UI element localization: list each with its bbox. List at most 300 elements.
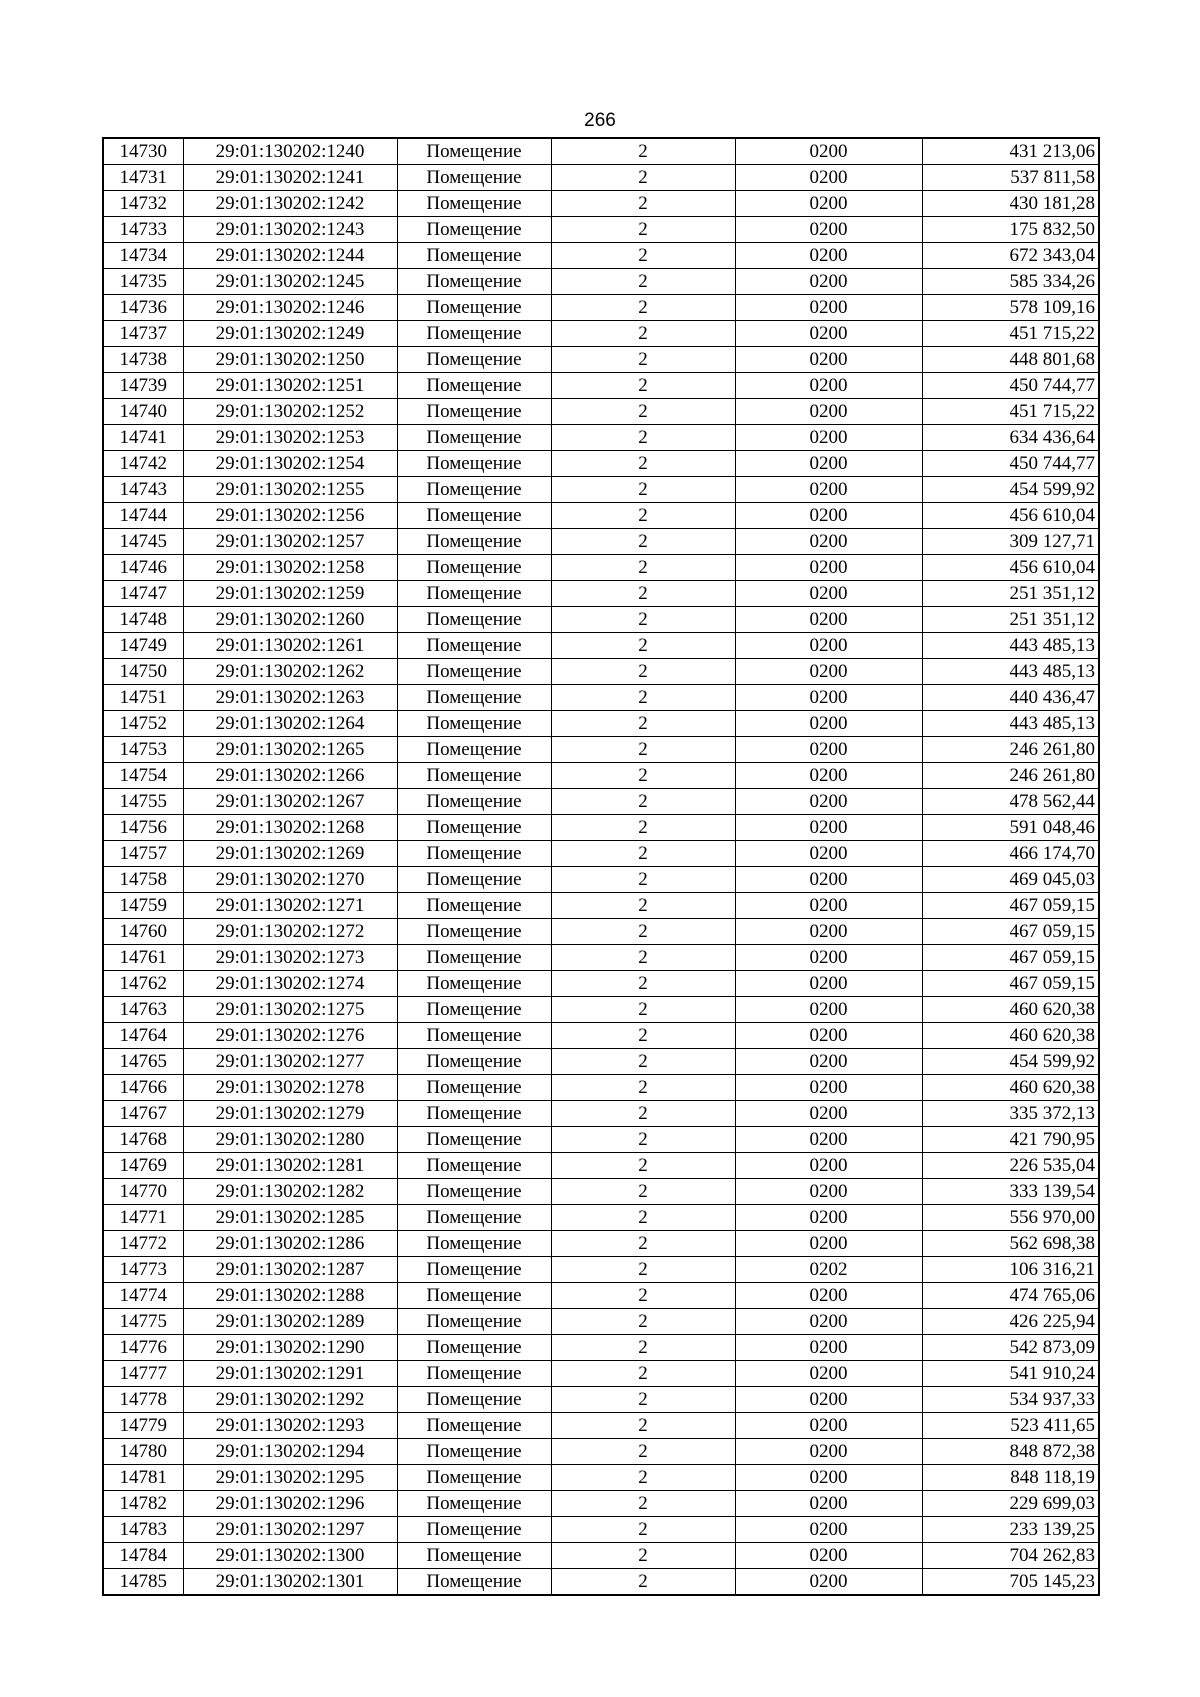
group-cell: 2 [551,1205,735,1231]
cadastral-value-cell: 467 059,15 [922,971,1099,997]
cadastral-value-cell: 460 620,38 [922,1023,1099,1049]
cadastral-number-cell: 29:01:130202:1279 [183,1101,397,1127]
group-cell: 2 [551,1413,735,1439]
cadastral-number-cell: 29:01:130202:1260 [183,607,397,633]
group-cell: 2 [551,919,735,945]
object-type-cell: Помещение [397,1387,551,1413]
row-number-cell: 14768 [103,1127,183,1153]
cadastral-value-cell: 454 599,92 [922,477,1099,503]
table-row [103,633,1099,659]
cadastral-value-cell: 556 970,00 [922,1205,1099,1231]
cadastral-number-cell: 29:01:130202:1245 [183,269,397,295]
cadastral-number-cell: 29:01:130202:1269 [183,841,397,867]
row-number-cell: 14769 [103,1153,183,1179]
table-row [103,581,1099,607]
page-number: 266 [584,110,616,131]
group-cell: 2 [551,815,735,841]
row-number-cell: 14763 [103,997,183,1023]
group-cell: 2 [551,685,735,711]
cadastral-value-cell: 440 436,47 [922,685,1099,711]
cadastral-number-cell: 29:01:130202:1263 [183,685,397,711]
table-row [103,477,1099,503]
group-cell: 2 [551,1101,735,1127]
row-number-cell: 14773 [103,1257,183,1283]
group-cell: 2 [551,217,735,243]
cadastral-value-cell: 474 765,06 [922,1283,1099,1309]
code-cell: 0200 [735,789,922,815]
cadastral-number-cell: 29:01:130202:1294 [183,1439,397,1465]
cadastral-number-cell: 29:01:130202:1266 [183,763,397,789]
code-cell: 0200 [735,1309,922,1335]
code-cell: 0200 [735,503,922,529]
row-number-cell: 14782 [103,1491,183,1517]
cadastral-number-cell: 29:01:130202:1246 [183,295,397,321]
group-cell: 2 [551,1075,735,1101]
cadastral-value-cell: 450 744,77 [922,373,1099,399]
cadastral-value-cell: 450 744,77 [922,451,1099,477]
cadastral-value-cell: 333 139,54 [922,1179,1099,1205]
group-cell: 2 [551,555,735,581]
cadastral-value-cell: 466 174,70 [922,841,1099,867]
object-type-cell: Помещение [397,841,551,867]
row-number-cell: 14761 [103,945,183,971]
cadastral-value-cell: 443 485,13 [922,711,1099,737]
object-type-cell: Помещение [397,425,551,451]
cadastral-value-cell: 537 811,58 [922,165,1099,191]
cadastral-value-cell: 467 059,15 [922,945,1099,971]
cadastral-number-cell: 29:01:130202:1274 [183,971,397,997]
group-cell: 2 [551,1517,735,1543]
group-cell: 2 [551,1387,735,1413]
object-type-cell: Помещение [397,1335,551,1361]
row-number-cell: 14739 [103,373,183,399]
code-cell: 0200 [735,659,922,685]
object-type-cell: Помещение [397,685,551,711]
table-row [103,1439,1099,1465]
cadastral-number-cell: 29:01:130202:1287 [183,1257,397,1283]
table-row [103,1309,1099,1335]
cadastral-number-cell: 29:01:130202:1240 [183,138,397,165]
code-cell: 0200 [735,1439,922,1465]
row-number-cell: 14770 [103,1179,183,1205]
cadastral-value-cell: 478 562,44 [922,789,1099,815]
code-cell: 0200 [735,633,922,659]
code-cell: 0200 [735,867,922,893]
code-cell: 0202 [735,1257,922,1283]
table-row [103,399,1099,425]
object-type-cell: Помещение [397,711,551,737]
cadastral-value-cell: 251 351,12 [922,581,1099,607]
cadastral-number-cell: 29:01:130202:1285 [183,1205,397,1231]
row-number-cell: 14737 [103,321,183,347]
cadastral-number-cell: 29:01:130202:1272 [183,919,397,945]
cadastral-value-cell: 460 620,38 [922,997,1099,1023]
cadastral-number-cell: 29:01:130202:1273 [183,945,397,971]
cadastral-number-cell: 29:01:130202:1264 [183,711,397,737]
code-cell: 0200 [735,217,922,243]
cadastral-value-cell: 467 059,15 [922,919,1099,945]
group-cell: 2 [551,191,735,217]
cadastral-value-cell: 541 910,24 [922,1361,1099,1387]
cadastral-number-cell: 29:01:130202:1255 [183,477,397,503]
cadastral-number-cell: 29:01:130202:1256 [183,503,397,529]
cadastral-number-cell: 29:01:130202:1288 [183,1283,397,1309]
table-row [103,243,1099,269]
object-type-cell: Помещение [397,243,551,269]
cadastral-number-cell: 29:01:130202:1282 [183,1179,397,1205]
row-number-cell: 14784 [103,1543,183,1569]
cadastral-value-cell: 578 109,16 [922,295,1099,321]
cadastral-number-cell: 29:01:130202:1293 [183,1413,397,1439]
code-cell: 0200 [735,581,922,607]
object-type-cell: Помещение [397,165,551,191]
object-type-cell: Помещение [397,1569,551,1596]
group-cell: 2 [551,399,735,425]
group-cell: 2 [551,633,735,659]
row-number-cell: 14775 [103,1309,183,1335]
code-cell: 0200 [735,243,922,269]
row-number-cell: 14750 [103,659,183,685]
cadastral-number-cell: 29:01:130202:1251 [183,373,397,399]
row-number-cell: 14767 [103,1101,183,1127]
table-row [103,685,1099,711]
cadastral-number-cell: 29:01:130202:1258 [183,555,397,581]
row-number-cell: 14747 [103,581,183,607]
cadastral-number-cell: 29:01:130202:1243 [183,217,397,243]
code-cell: 0200 [735,1101,922,1127]
object-type-cell: Помещение [397,763,551,789]
cadastral-value-cell: 335 372,13 [922,1101,1099,1127]
cadastral-value-cell: 229 699,03 [922,1491,1099,1517]
object-type-cell: Помещение [397,867,551,893]
row-number-cell: 14746 [103,555,183,581]
group-cell: 2 [551,711,735,737]
cadastral-number-cell: 29:01:130202:1259 [183,581,397,607]
cadastral-value-cell: 562 698,38 [922,1231,1099,1257]
group-cell: 2 [551,165,735,191]
cadastral-value-cell: 233 139,25 [922,1517,1099,1543]
code-cell: 0200 [735,1231,922,1257]
cadastral-value-cell: 634 436,64 [922,425,1099,451]
object-type-cell: Помещение [397,581,551,607]
cadastral-number-cell: 29:01:130202:1271 [183,893,397,919]
cadastral-number-cell: 29:01:130202:1250 [183,347,397,373]
code-cell: 0200 [735,269,922,295]
cadastral-value-cell: 672 343,04 [922,243,1099,269]
code-cell: 0200 [735,1413,922,1439]
cadastral-number-cell: 29:01:130202:1295 [183,1465,397,1491]
cadastral-value-cell: 451 715,22 [922,399,1099,425]
cadastral-number-cell: 29:01:130202:1257 [183,529,397,555]
row-number-cell: 14762 [103,971,183,997]
group-cell: 2 [551,373,735,399]
row-number-cell: 14755 [103,789,183,815]
table-row [103,1231,1099,1257]
table-row [103,529,1099,555]
group-cell: 2 [551,581,735,607]
code-cell: 0200 [735,191,922,217]
group-cell: 2 [551,607,735,633]
code-cell: 0200 [735,1127,922,1153]
code-cell: 0200 [735,1335,922,1361]
group-cell: 2 [551,138,735,165]
object-type-cell: Помещение [397,1413,551,1439]
group-cell: 2 [551,1257,735,1283]
group-cell: 2 [551,1231,735,1257]
table-row [103,607,1099,633]
table-row [103,1205,1099,1231]
code-cell: 0200 [735,529,922,555]
group-cell: 2 [551,529,735,555]
cadastral-value-cell: 246 261,80 [922,737,1099,763]
cadastral-number-cell: 29:01:130202:1286 [183,1231,397,1257]
cadastral-number-cell: 29:01:130202:1301 [183,1569,397,1596]
code-cell: 0200 [735,321,922,347]
table-row [103,763,1099,789]
cadastral-value-cell: 431 213,06 [922,138,1099,165]
registry-table [102,137,1100,1596]
code-cell: 0200 [735,1361,922,1387]
row-number-cell: 14742 [103,451,183,477]
code-cell: 0200 [735,945,922,971]
code-cell: 0200 [735,893,922,919]
group-cell: 2 [551,1465,735,1491]
group-cell: 2 [551,1335,735,1361]
code-cell: 0200 [735,971,922,997]
row-number-cell: 14751 [103,685,183,711]
code-cell: 0200 [735,399,922,425]
object-type-cell: Помещение [397,555,551,581]
cadastral-value-cell: 848 872,38 [922,1439,1099,1465]
row-number-cell: 14749 [103,633,183,659]
row-number-cell: 14733 [103,217,183,243]
object-type-cell: Помещение [397,893,551,919]
group-cell: 2 [551,997,735,1023]
cadastral-value-cell: 467 059,15 [922,893,1099,919]
cadastral-number-cell: 29:01:130202:1300 [183,1543,397,1569]
row-number-cell: 14759 [103,893,183,919]
group-cell: 2 [551,893,735,919]
cadastral-number-cell: 29:01:130202:1241 [183,165,397,191]
table-row [103,451,1099,477]
table-row [103,893,1099,919]
table-row [103,945,1099,971]
cadastral-number-cell: 29:01:130202:1252 [183,399,397,425]
cadastral-value-cell: 251 351,12 [922,607,1099,633]
object-type-cell: Помещение [397,295,551,321]
cadastral-value-cell: 443 485,13 [922,633,1099,659]
object-type-cell: Помещение [397,633,551,659]
cadastral-value-cell: 460 620,38 [922,1075,1099,1101]
code-cell: 0200 [735,1517,922,1543]
cadastral-value-cell: 175 832,50 [922,217,1099,243]
code-cell: 0200 [735,997,922,1023]
table-row [103,347,1099,373]
object-type-cell: Помещение [397,373,551,399]
row-number-cell: 14743 [103,477,183,503]
code-cell: 0200 [735,1491,922,1517]
row-number-cell: 14774 [103,1283,183,1309]
group-cell: 2 [551,945,735,971]
table-row [103,425,1099,451]
object-type-cell: Помещение [397,451,551,477]
code-cell: 0200 [735,1205,922,1231]
table-row [103,1569,1099,1596]
table-row [103,1257,1099,1283]
row-number-cell: 14736 [103,295,183,321]
code-cell: 0200 [735,1283,922,1309]
cadastral-number-cell: 29:01:130202:1249 [183,321,397,347]
table-row [103,815,1099,841]
object-type-cell: Помещение [397,1465,551,1491]
group-cell: 2 [551,1491,735,1517]
cadastral-number-cell: 29:01:130202:1265 [183,737,397,763]
table-row [103,555,1099,581]
cadastral-number-cell: 29:01:130202:1254 [183,451,397,477]
object-type-cell: Помещение [397,815,551,841]
table-row [103,165,1099,191]
table-row [103,1517,1099,1543]
row-number-cell: 14776 [103,1335,183,1361]
object-type-cell: Помещение [397,477,551,503]
object-type-cell: Помещение [397,1023,551,1049]
row-number-cell: 14740 [103,399,183,425]
table-row [103,1543,1099,1569]
object-type-cell: Помещение [397,945,551,971]
object-type-cell: Помещение [397,191,551,217]
group-cell: 2 [551,1049,735,1075]
table-row [103,1049,1099,1075]
code-cell: 0200 [735,1179,922,1205]
cadastral-value-cell: 848 118,19 [922,1465,1099,1491]
row-number-cell: 14731 [103,165,183,191]
row-number-cell: 14730 [103,138,183,165]
cadastral-number-cell: 29:01:130202:1297 [183,1517,397,1543]
object-type-cell: Помещение [397,737,551,763]
cadastral-value-cell: 430 181,28 [922,191,1099,217]
table-row [103,1361,1099,1387]
group-cell: 2 [551,971,735,997]
cadastral-value-cell: 106 316,21 [922,1257,1099,1283]
group-cell: 2 [551,1543,735,1569]
code-cell: 0200 [735,425,922,451]
code-cell: 0200 [735,347,922,373]
object-type-cell: Помещение [397,321,551,347]
object-type-cell: Помещение [397,1543,551,1569]
code-cell: 0200 [735,919,922,945]
row-number-cell: 14785 [103,1569,183,1596]
group-cell: 2 [551,321,735,347]
code-cell: 0200 [735,1075,922,1101]
table-row [103,711,1099,737]
row-number-cell: 14754 [103,763,183,789]
code-cell: 0200 [735,1049,922,1075]
table-row [103,295,1099,321]
table-row [103,1023,1099,1049]
cadastral-number-cell: 29:01:130202:1242 [183,191,397,217]
table-row [103,971,1099,997]
cadastral-value-cell: 309 127,71 [922,529,1099,555]
object-type-cell: Помещение [397,1257,551,1283]
cadastral-value-cell: 456 610,04 [922,555,1099,581]
group-cell: 2 [551,867,735,893]
cadastral-value-cell: 454 599,92 [922,1049,1099,1075]
object-type-cell: Помещение [397,1361,551,1387]
row-number-cell: 14748 [103,607,183,633]
object-type-cell: Помещение [397,1075,551,1101]
code-cell: 0200 [735,1465,922,1491]
object-type-cell: Помещение [397,269,551,295]
code-cell: 0200 [735,607,922,633]
row-number-cell: 14753 [103,737,183,763]
object-type-cell: Помещение [397,399,551,425]
group-cell: 2 [551,659,735,685]
cadastral-value-cell: 421 790,95 [922,1127,1099,1153]
code-cell: 0200 [735,763,922,789]
object-type-cell: Помещение [397,529,551,555]
cadastral-number-cell: 29:01:130202:1277 [183,1049,397,1075]
row-number-cell: 14780 [103,1439,183,1465]
cadastral-number-cell: 29:01:130202:1291 [183,1361,397,1387]
object-type-cell: Помещение [397,1101,551,1127]
object-type-cell: Помещение [397,607,551,633]
code-cell: 0200 [735,1569,922,1596]
group-cell: 2 [551,451,735,477]
row-number-cell: 14757 [103,841,183,867]
group-cell: 2 [551,425,735,451]
group-cell: 2 [551,1439,735,1465]
group-cell: 2 [551,1023,735,1049]
cadastral-number-cell: 29:01:130202:1262 [183,659,397,685]
code-cell: 0200 [735,1387,922,1413]
row-number-cell: 14772 [103,1231,183,1257]
object-type-cell: Помещение [397,1127,551,1153]
cadastral-number-cell: 29:01:130202:1280 [183,1127,397,1153]
row-number-cell: 14781 [103,1465,183,1491]
group-cell: 2 [551,1569,735,1596]
table-row [103,789,1099,815]
code-cell: 0200 [735,737,922,763]
cadastral-value-cell: 426 225,94 [922,1309,1099,1335]
cadastral-number-cell: 29:01:130202:1289 [183,1309,397,1335]
code-cell: 0200 [735,841,922,867]
table-row [103,1387,1099,1413]
cadastral-number-cell: 29:01:130202:1270 [183,867,397,893]
code-cell: 0200 [735,555,922,581]
table-row [103,867,1099,893]
cadastral-number-cell: 29:01:130202:1275 [183,997,397,1023]
object-type-cell: Помещение [397,971,551,997]
object-type-cell: Помещение [397,1231,551,1257]
cadastral-number-cell: 29:01:130202:1281 [183,1153,397,1179]
group-cell: 2 [551,1179,735,1205]
cadastral-value-cell: 704 262,83 [922,1543,1099,1569]
group-cell: 2 [551,763,735,789]
cadastral-value-cell: 534 937,33 [922,1387,1099,1413]
row-number-cell: 14738 [103,347,183,373]
code-cell: 0200 [735,1543,922,1569]
table-row [103,373,1099,399]
table-row [103,1413,1099,1439]
row-number-cell: 14766 [103,1075,183,1101]
object-type-cell: Помещение [397,1491,551,1517]
row-number-cell: 14732 [103,191,183,217]
cadastral-value-cell: 585 334,26 [922,269,1099,295]
object-type-cell: Помещение [397,1309,551,1335]
cadastral-number-cell: 29:01:130202:1292 [183,1387,397,1413]
object-type-cell: Помещение [397,503,551,529]
row-number-cell: 14778 [103,1387,183,1413]
